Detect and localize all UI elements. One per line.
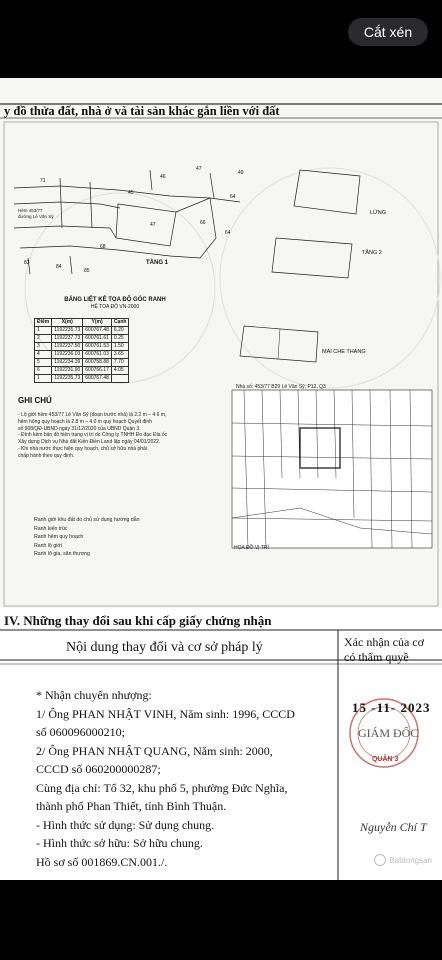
svg-text:46: 46 [160,174,166,180]
upper-title: y đồ thửa đất, nhà ở và tài sản khác gắn liền với đất [4,104,280,118]
svg-text:64: 64 [230,194,236,200]
column-header-right-line2: có thẩm quyề [344,650,409,664]
table-cell: 600767.48 [83,375,112,383]
legend-item: Ranh lộ giới [34,542,62,549]
svg-text:47: 47 [196,166,202,172]
table-row [35,327,129,335]
confirmation-date: 15 -11- 2023 [352,700,431,715]
table-cell: 1192236.03 [52,351,83,359]
svg-text:66: 66 [200,220,206,226]
crop-button[interactable]: Cắt xén [348,18,428,46]
note-line: chấp hành theo quy định. [18,452,75,459]
change-content [36,686,336,871]
table-row [35,343,129,351]
coord-table-title: BẢNG LIỆT KÊ TỌA ĐỘ GÓC RANH [64,297,166,303]
table-cell: 1192237.50 [52,343,83,351]
watermark [374,854,432,866]
content-line: 1/ Ông PHAN NHẬT VINH, Năm sinh: 1996, CCCD [36,706,295,721]
svg-text:84: 84 [56,264,62,270]
table-cell: 600761.03 [83,351,112,359]
ghi-chu-notes [18,412,228,460]
content-line: - Hình thức sử dụng: Sử dụng chung. [36,817,215,832]
signer-name: Nguyễn Chí T [360,820,427,834]
site-map [14,170,240,274]
giam-doc-label: GIÁM ĐỐC [358,726,419,740]
table-row [35,335,129,343]
table-cell: 1 [35,327,52,335]
table-cell: 2 [35,335,52,343]
svg-text:71: 71 [40,178,46,184]
table-cell: 600767.48 [83,327,112,335]
table-header: Cạnh [111,319,129,327]
table-row [35,359,129,367]
table-cell: 1192235.73 [52,327,83,335]
table-cell: 5 [35,359,52,367]
svg-text:64: 64 [225,230,231,236]
lung-label: LỬNG [370,210,387,216]
table-cell: 1192237.73 [52,335,83,343]
note-line: hẻm hông quy hoạch là 2.8 m – 4.0 m quy hoạch Quyết định [18,418,152,425]
ghi-chu-title: GHI CHÚ [18,396,52,405]
table-cell: 1.50 [111,343,129,351]
watermark-logo-icon [374,854,386,866]
table-cell: 4.05 [111,367,129,375]
table-cell: 6 [35,367,52,375]
content-line: - Hình thức sở hữu: Sở hữu chung. [36,836,203,850]
top-bar [0,0,442,62]
table-cell: 600766.17 [83,367,112,375]
table-cell: 3.65 [111,351,129,359]
section-body [0,630,442,880]
svg-text:47: 47 [150,222,156,228]
document-photo [0,78,442,880]
table-cell: 1192234.39 [52,359,83,367]
hoa-do-label: HỌA ĐỒ VỊ TRÍ [234,545,269,551]
content-line: thành phố Phan Thiết, tỉnh Bình Thuận. [36,799,227,813]
coordinate-table [34,318,129,383]
table-cell: 1192231.90 [52,367,83,375]
legend-item: Ranh hẻm quy hoạch [34,534,84,540]
note-line: - Lộ giới hẻm 453/77 Lê Văn Sỹ (đoạn trước nhà) là 2.2 m – 4.6 m, [18,412,167,418]
table-cell: 600761.53 [83,343,112,351]
table-cell [111,375,129,383]
table-cell: 600758.88 [83,359,112,367]
table-cell: 4 [35,351,52,359]
table-row [35,351,129,359]
svg-text:68: 68 [100,244,106,250]
note-line: Xây dựng Dịch vụ Nhà đất Kiến Điền Land lập ngày 04/01/2022. [18,439,161,446]
table-header: Điểm [35,319,52,327]
table-header: Y(m) [83,319,112,327]
note-line: - Đính kèm bản đồ hiện trạng vị trí do Công ty TNHH Đo đạc Địa ốc [18,432,168,439]
table-cell: 3 [35,343,52,351]
note-line: số 908/QĐ-UBND ngày 31/12/2020 của UBND Quận 3. [18,425,141,432]
table-cell: 6.20 [111,327,129,335]
table-cell: 600761.61 [83,335,112,343]
table-header: X(m) [52,319,83,327]
tang1-label: TẦNG 1 [146,260,169,266]
content-line: 2/ Ông PHAN NHẬT QUANG, Năm sinh: 2000, [36,743,273,758]
column-header-left: Nội dung thay đổi và cơ sở pháp lý [66,640,263,655]
stamp-seal: QUẬN 3 [372,756,399,763]
coord-table-subtitle: HỆ TỌA ĐỘ VN-2000 [90,304,140,310]
svg-text:49: 49 [238,170,244,176]
column-header-right [344,635,424,665]
mai-che-thang-label: MÁI CHE THANG [322,349,366,355]
legend-item: Ranh lô gia, sân thượng [34,551,90,557]
table-cell: 1 [35,375,52,383]
tang2-label: TẦNG 2 [362,250,382,256]
table-cell: 0.25 [111,335,129,343]
table-header-row [35,319,129,327]
svg-text:85: 85 [84,268,90,274]
watermark-text: Batdongsan [389,855,432,865]
content-line: * Nhận chuyển nhượng: [36,688,152,702]
section-title: IV. Những thay đổi sau khi cấp giấy chứng nhận [4,613,272,628]
table-row [35,375,129,383]
legend-item: Ranh giới khu đất do chủ sử dụng hướng dẫn [34,517,140,523]
table-row [35,367,129,375]
table-cell: 7.70 [111,359,129,367]
content-line: Hồ sơ số 001869.CN.001./. [36,854,168,869]
content-line: số 060096000210; [36,725,126,739]
hem-label: Hẻm 453/77 [18,208,43,213]
svg-text:83: 83 [24,260,30,266]
house-address-label: Nhà số: 453/77 B29 Lê Văn Sỹ, P12, Q3 [236,384,326,390]
site-plan-area [0,78,442,608]
table-cell: 1192235.73 [52,375,83,383]
legend [34,516,139,559]
column-header-right-line1: Xác nhận của cơ [344,635,424,649]
note-line: - Khi nhà nước thực hiện quy hoạch, chủ sở hữu nhà phải [18,445,147,452]
content-line: Cùng địa chỉ: Tổ 32, khu phố 5, phường Đức Nghĩa, [36,780,288,795]
parcel-numbers [24,166,244,274]
duong-label: đường Lê Văn Sỹ [18,214,54,219]
legend-item: Ranh kiến trúc [34,525,68,532]
svg-text:45: 45 [128,190,134,196]
content-line: CCCD số 060200000287; [36,762,161,776]
